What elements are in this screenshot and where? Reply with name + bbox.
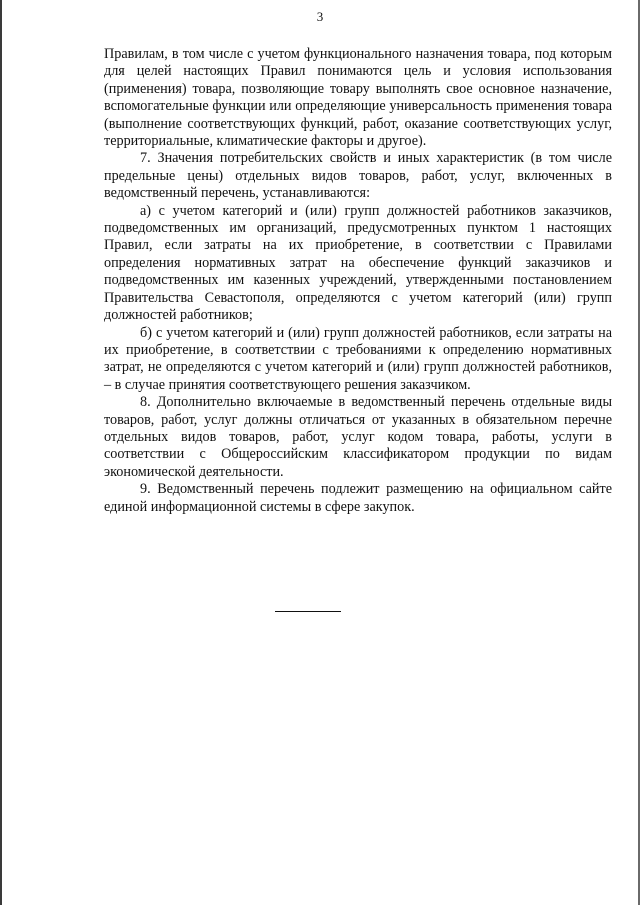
- paragraph-item-7: 7. Значения потребительских свойств и иных характеристик (в том числе предельные цены) отдельных видов товаров, работ, услуг, включенных в ведомственный перечень, устанавливаются:: [104, 150, 612, 202]
- paragraph-item-7b: б) с учетом категорий и (или) групп должностей работников, если затраты на их приобретение, в соответствии с требованиями к определению нормативных затрат, не определяются с учетом категорий и (или) групп должностей работников, – в случае принятия соответствующего решения заказчиком.: [104, 324, 612, 393]
- document-body: [104, 46, 612, 516]
- paragraph-item-7a: а) с учетом категорий и (или) групп должностей работников заказчиков, подведомственных им организаций, предусмотренных пунктом 1 настоящих Правил, если затраты на их приобретение, в соответствии с Правилами определения нормативных затрат на обеспечение функций заказчиков и подведомственных им казенных учреждений, утвержденными постановлением Правительства Севастополя, определяются с учетом категорий (или) групп должностей работников;: [104, 202, 612, 324]
- page-number: 3: [316, 9, 324, 24]
- paragraph-item-9: 9. Ведомственный перечень подлежит размещению на официальном сайте единой информационной системы в сфере закупок.: [104, 481, 612, 515]
- paragraph-continuation: Правилам, в том числе с учетом функционального назначения товара, под которым для целей настоящих Правил понимаются цель и условия использования (применения) товара, позволяющие товару выполнять свое основное назначение, вспомогательные функции или определяющие универсальность применения товара (выполнение соответствующих функций, работ, оказание соответствующих услуг, территориальные, климатические факторы и другое).: [104, 46, 612, 150]
- paragraph-item-8: 8. Дополнительно включаемые в ведомственный перечень отдельные виды товаров, работ, услуг должны отличаться от указанных в обязательном перечне отдельных видов товаров, работ, услуг кодом товара, работы, услуги в соответствии с Общероссийским классификатором продукции по видам экономической деятельности.: [104, 394, 612, 480]
- closing-separator-line: [275, 611, 341, 612]
- scan-edge-left: [0, 0, 2, 905]
